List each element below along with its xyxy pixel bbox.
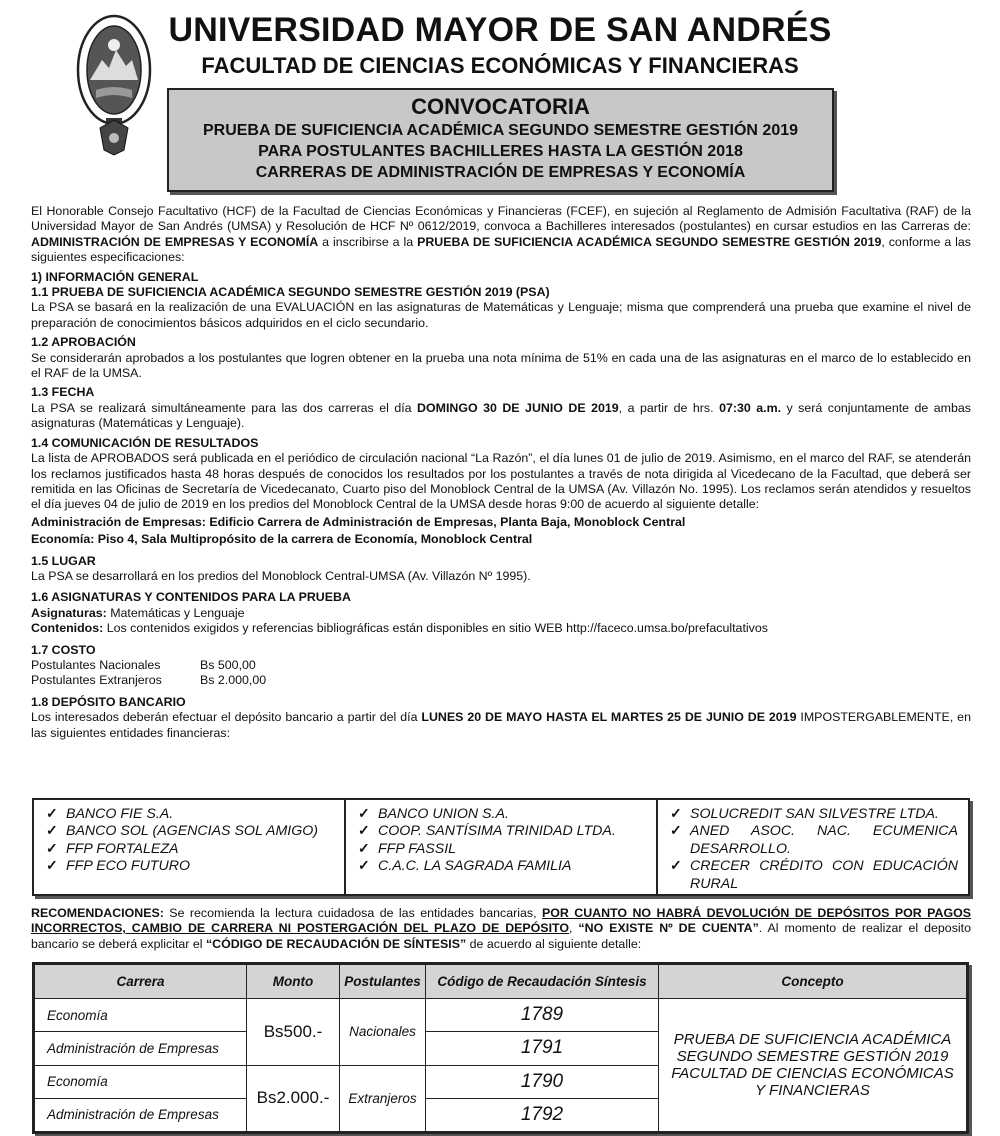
- bank-column-3: [658, 800, 968, 894]
- contents-line: [31, 621, 971, 636]
- cell-postulantes: Nacionales: [340, 999, 426, 1066]
- check-icon: ✓: [46, 823, 58, 840]
- check-icon: ✓: [670, 823, 682, 840]
- convocatoria-line-1: PRUEBA DE SUFICIENCIA ACADÉMICA SEGUNDO SEMESTRE GESTIÓN 2019: [202, 122, 799, 139]
- label: Contenidos:: [31, 621, 104, 636]
- exam-date: DOMINGO 30 DE JUNIO DE 2019: [417, 400, 619, 415]
- claims-location-econ: Economía: Piso 4, Sala Multipropósito de la carrera de Economía, Monoblock Central: [31, 532, 533, 547]
- cell-carrera: Economía: [35, 1065, 247, 1098]
- no-refund-warning: POR CUANTO NO HABRÁ DEVOLUCIÓN DE DEPÓSITOS POR PAGOS INCORRECTOS, CAMBIO DE CARRERA NI POSTERGACIÓN DEL PLAZO DE DEPÓSITO: [31, 906, 971, 936]
- check-icon: ✓: [358, 858, 370, 875]
- faculty-name: FACULTAD DE CIENCIAS ECONÓMICAS Y FINANCIERAS: [201, 53, 799, 78]
- deposit-period: LUNES 20 DE MAYO HASTA EL MARTES 25 DE JUNIO DE 2019: [421, 710, 797, 725]
- no-account-warning: “NO EXISTE Nº DE CUENTA”: [578, 921, 759, 936]
- header-codigo: Código de Recaudación Síntesis: [426, 965, 659, 999]
- text: de acuerdo al siguiente detalle:: [466, 936, 642, 951]
- value: Matemáticas y Lenguaje: [106, 605, 245, 620]
- announcement-body: [31, 204, 971, 741]
- section-heading: 1.7 COSTO: [31, 642, 96, 657]
- section-heading: 1.2 APROBACIÓN: [31, 335, 136, 350]
- bank-name: BANCO SOL (AGENCIAS SOL AMIGO): [66, 823, 319, 840]
- section-paragraph: La PSA se basará en la realización de una EVALUACIÓN en las asignaturas de Matemáticas y Lenguaje; misma que comprenderá una prueba que examine el nivel de preparación de conocimientos básicos adquiridos en el ciclo secundario.: [31, 300, 971, 330]
- cell-code: 1792: [426, 1098, 659, 1131]
- code-label: “CÓDIGO DE RECAUDACIÓN DE SÍNTESIS”: [205, 936, 467, 951]
- text: , a partir de hrs.: [618, 400, 720, 415]
- check-icon: ✓: [358, 823, 370, 840]
- recommendations-label: RECOMENDACIONES:: [31, 906, 164, 920]
- intro-paragraph: [31, 204, 971, 266]
- convocatoria-box: [167, 88, 834, 192]
- section-paragraph: Se considerarán aprobados a los postulantes que logren obtener en la prueba una nota mínima de 51% en cada una de las asignaturas en el marco de lo establecido en el RAF de la UMSA.: [31, 350, 971, 381]
- value: Los contenidos exigidos y referencias bibliográficas están disponibles en sitio WEB http://faceco.umsa.bo/prefacultativos: [103, 621, 768, 636]
- cell-monto: Bs500.-: [247, 999, 340, 1066]
- section-heading: 1.5 LUGAR: [31, 553, 96, 568]
- check-icon: ✓: [358, 806, 370, 822]
- header-monto: Monto: [247, 965, 340, 999]
- cost-label: Postulantes Nacionales: [31, 657, 161, 672]
- bank-name: COOP. SANTÍSIMA TRINIDAD LTDA.: [378, 823, 616, 840]
- intro-text: , conforme a las siguientes especificaciones:: [31, 234, 971, 265]
- section-heading: 1.8 DEPÓSITO BANCARIO: [31, 694, 186, 709]
- header-concepto: Concepto: [659, 965, 967, 999]
- university-name: UNIVERSIDAD MAYOR DE SAN ANDRÉS: [168, 11, 832, 49]
- section-heading: 1) INFORMACIÓN GENERAL: [31, 269, 199, 284]
- bank-name: CRECER CRÉDITO CON EDUCACIÓN RURAL: [690, 858, 958, 892]
- cell-code: 1790: [426, 1065, 659, 1098]
- recommendations-paragraph: [31, 906, 971, 952]
- check-icon: ✓: [358, 840, 370, 857]
- bank-name: FFP FASSIL: [378, 840, 457, 857]
- section-paragraph: [31, 401, 971, 432]
- convocatoria-title: CONVOCATORIA: [411, 94, 590, 119]
- intro-careers: ADMINISTRACIÓN DE EMPRESAS Y ECONOMÍA: [31, 234, 319, 249]
- header-carrera: Carrera: [35, 965, 247, 999]
- bank-item: [670, 823, 958, 858]
- claims-location-admin: Administración de Empresas: Edificio Carrera de Administración de Empresas, Planta Baja, Monoblock Central: [31, 514, 686, 529]
- text: La PSA se realizará simultáneamente para las dos carreras el día: [31, 400, 418, 415]
- university-seal-logo: [76, 10, 152, 156]
- cell-code: 1791: [426, 1032, 659, 1065]
- bank-item: [46, 841, 334, 858]
- cell-concepto: PRUEBA DE SUFICIENCIA ACADÉMICA SEGUNDO SEMESTRE GESTIÓN 2019 FACULTAD DE CIENCIAS ECONÓMICAS Y FINANCIERAS: [659, 999, 967, 1132]
- text: Los interesados deberán efectuar el depósito bancario a partir del día: [31, 710, 422, 725]
- cell-postulantes: Extranjeros: [340, 1065, 426, 1132]
- bank-name: BANCO FIE S.A.: [66, 806, 174, 822]
- bank-item: [358, 806, 646, 823]
- bank-item: [358, 823, 646, 840]
- bank-item: [358, 858, 646, 875]
- text: IMPOSTERGABLEMENTE, en las siguientes entidades financieras:: [31, 710, 971, 740]
- table-header-row: [35, 965, 967, 999]
- bank-name: FFP FORTALEZA: [66, 840, 179, 857]
- intro-text: a inscribirse a la: [318, 234, 418, 249]
- bank-item: [46, 806, 334, 823]
- bank-name: ANED ASOC. NAC. ECUMENICA DESARROLLO.: [690, 823, 958, 857]
- bank-item: [670, 858, 958, 893]
- convocatoria-line-2: PARA POSTULANTES BACHILLERES HASTA LA GESTIÓN 2018: [258, 143, 743, 160]
- section-heading: 1.3 FECHA: [31, 385, 95, 400]
- bank-name: C.A.C. LA SAGRADA FAMILIA: [378, 858, 572, 875]
- cell-carrera: Economía: [35, 999, 247, 1032]
- subjects-line: [31, 606, 971, 621]
- exam-time: 07:30 a.m.: [719, 400, 782, 415]
- section-paragraph: [31, 710, 971, 741]
- bank-column-1: [34, 800, 346, 894]
- intro-exam-name: PRUEBA DE SUFICIENCIA ACADÉMICA SEGUNDO SEMESTRE GESTIÓN 2019: [417, 234, 882, 249]
- cell-monto: Bs2.000.-: [247, 1065, 340, 1132]
- bank-item: [46, 858, 334, 875]
- bank-column-2: [346, 800, 658, 894]
- bank-item: [670, 806, 958, 823]
- cost-row: [31, 673, 971, 688]
- cell-carrera: Administración de Empresas: [35, 1032, 247, 1065]
- table-row: [35, 999, 967, 1032]
- header-postulantes: Postulantes: [340, 965, 426, 999]
- cost-value: Bs 2.000,00: [200, 673, 267, 688]
- text: Se recomienda la lectura cuidadosa de las entidades bancarias,: [163, 906, 542, 920]
- bank-list-box: [32, 798, 970, 896]
- check-icon: ✓: [46, 858, 58, 875]
- section-heading: 1.6 ASIGNATURAS Y CONTENIDOS PARA LA PRUEBA: [31, 590, 351, 605]
- check-icon: ✓: [670, 806, 682, 822]
- check-icon: ✓: [670, 858, 682, 875]
- cell-code: 1789: [426, 999, 659, 1032]
- section-paragraph: La lista de APROBADOS será publicada en el periódico de circulación nacional “La Razón”, el día lunes 01 de julio de 2019. Asimismo, en el marco del RAF, se atenderán los reclamos justificados hasta 48 horas después de conocidos los resultados por los postulantes a través de nota dirigida al Vicedecano de la Facultad, que deberá ser remitida en las Oficinas de Secretaría de Vicedecanato, Cuarto piso del Monoblock Central de la UMSA (Av. Villazón No. 1995). Los reclamos serán atendidos y resueltos el día jueves 04 de julio de 2019 en los predios del Monoblock Central de la UMSA desde horas 9:00 de acuerdo al siguiente detalle:: [31, 451, 971, 512]
- text: y será conjuntamente de ambas asignaturas (Matemáticas y Lenguaje).: [31, 400, 971, 431]
- section-heading: 1.4 COMUNICACIÓN DE RESULTADOS: [31, 435, 259, 450]
- bank-item: [46, 823, 334, 840]
- bank-name: SOLUCREDIT SAN SILVESTRE LTDA.: [690, 806, 939, 822]
- label: Asignaturas:: [31, 605, 107, 620]
- text: ,: [569, 921, 579, 936]
- bank-item: [358, 841, 646, 858]
- text: . Al momento de realizar el deposito bancario se deberá explicitar el: [31, 921, 971, 951]
- bank-name: FFP ECO FUTURO: [66, 858, 191, 875]
- cost-row: [31, 658, 971, 673]
- bank-name: BANCO UNION S.A.: [378, 806, 509, 822]
- convocatoria-line-3: CARRERAS DE ADMINISTRACIÓN DE EMPRESAS Y ECONOMÍA: [255, 164, 746, 181]
- section-paragraph: La PSA se desarrollará en los predios del Monoblock Central-UMSA (Av. Villazón Nº 1995).: [31, 568, 531, 583]
- cost-label: Postulantes Extranjeros: [31, 673, 162, 688]
- intro-text: El Honorable Consejo Facultativo (HCF) de la Facultad de Ciencias Económicas y Financieras (FCEF), en sujeción al Reglamento de Admisión Facultativa (RAF) de la Universidad Mayor de San Andrés (UMSA) y Resolución de HCF Nº 0612/2019, convoca a Bachilleres interesados (postulantes) en cursar estudios en las Carreras de:: [31, 204, 971, 234]
- section-heading: 1.1 PRUEBA DE SUFICIENCIA ACADÉMICA SEGUNDO SEMESTRE GESTIÓN 2019 (PSA): [31, 285, 550, 300]
- cell-carrera: Administración de Empresas: [35, 1098, 247, 1131]
- check-icon: ✓: [46, 806, 58, 822]
- payment-codes-table: [32, 962, 969, 1134]
- cost-value: Bs 500,00: [200, 657, 256, 672]
- check-icon: ✓: [46, 840, 58, 857]
